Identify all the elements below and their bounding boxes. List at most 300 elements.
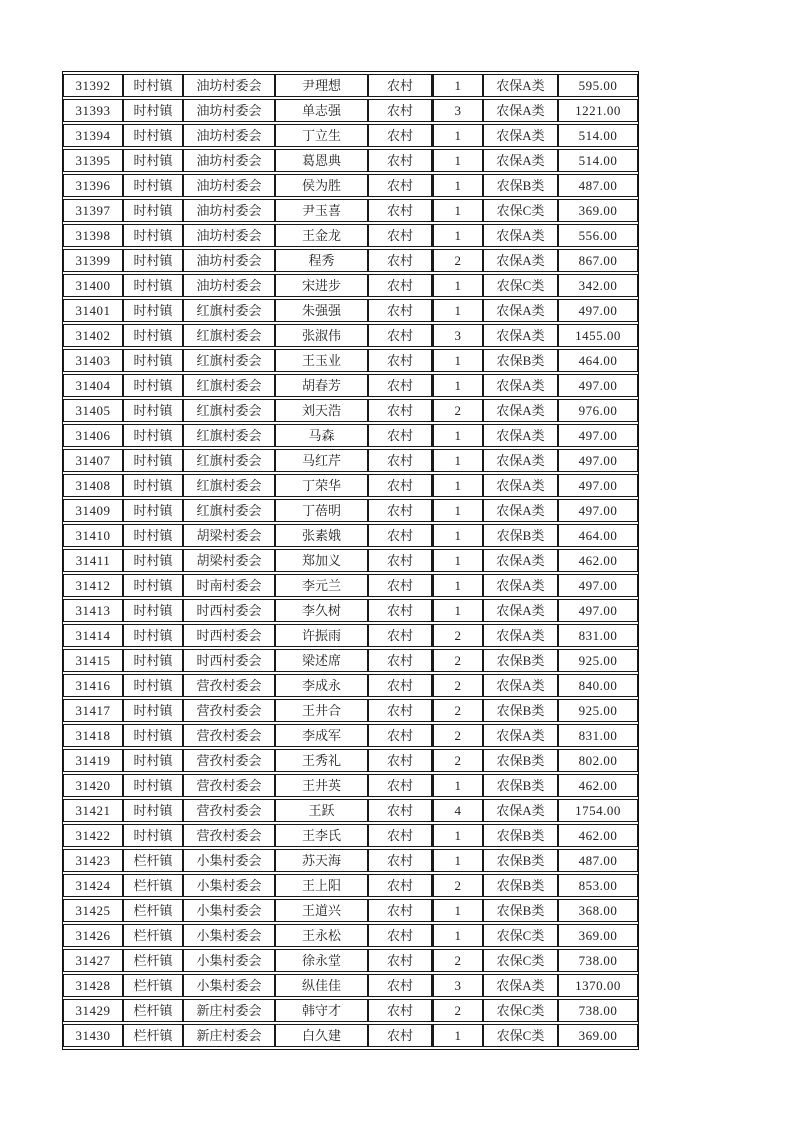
table-cell-count: 1 xyxy=(433,924,483,947)
table-cell-category: 农村 xyxy=(368,1024,433,1047)
table-cell-name: 王秀礼 xyxy=(275,749,368,772)
table-cell-insurance_type: 农保A类 xyxy=(483,149,558,172)
table-cell-amount: 867.00 xyxy=(558,249,638,272)
table-cell-amount: 976.00 xyxy=(558,399,638,422)
table-cell-town: 栏杆镇 xyxy=(123,899,183,922)
table-cell-category: 农村 xyxy=(368,124,433,147)
table-cell-insurance_type: 农保A类 xyxy=(483,499,558,522)
table-cell-town: 时村镇 xyxy=(123,124,183,147)
table-cell-category: 农村 xyxy=(368,649,433,672)
table-cell-insurance_type: 农保B类 xyxy=(483,699,558,722)
table-cell-category: 农村 xyxy=(368,849,433,872)
table-cell-name: 李成永 xyxy=(275,674,368,697)
table-row xyxy=(63,849,638,872)
table-cell-insurance_type: 农保B类 xyxy=(483,649,558,672)
table-cell-name: 李久树 xyxy=(275,599,368,622)
table-cell-count: 1 xyxy=(433,124,483,147)
table-cell-category: 农村 xyxy=(368,999,433,1022)
table-row xyxy=(63,874,638,897)
table-cell-category: 农村 xyxy=(368,799,433,822)
table-cell-village: 红旗村委会 xyxy=(183,474,275,497)
table-row xyxy=(63,924,638,947)
table-row xyxy=(63,224,638,247)
table-cell-category: 农村 xyxy=(368,174,433,197)
table-cell-insurance_type: 农保B类 xyxy=(483,774,558,797)
table-cell-village: 油坊村委会 xyxy=(183,199,275,222)
table-cell-amount: 462.00 xyxy=(558,549,638,572)
table-cell-amount: 1221.00 xyxy=(558,99,638,122)
table-cell-village: 小集村委会 xyxy=(183,924,275,947)
table-row xyxy=(63,724,638,747)
table-cell-amount: 595.00 xyxy=(558,74,638,97)
table-cell-category: 农村 xyxy=(368,549,433,572)
table-cell-town: 时村镇 xyxy=(123,299,183,322)
table-cell-count: 2 xyxy=(433,749,483,772)
table-cell-insurance_type: 农保A类 xyxy=(483,974,558,997)
table-cell-serial: 31424 xyxy=(63,874,123,897)
table-cell-amount: 802.00 xyxy=(558,749,638,772)
table-row xyxy=(63,174,638,197)
table-cell-category: 农村 xyxy=(368,199,433,222)
table-cell-insurance_type: 农保A类 xyxy=(483,724,558,747)
table-cell-village: 油坊村委会 xyxy=(183,99,275,122)
table-cell-category: 农村 xyxy=(368,899,433,922)
table-cell-category: 农村 xyxy=(368,399,433,422)
table-cell-town: 时村镇 xyxy=(123,99,183,122)
table-cell-serial: 31426 xyxy=(63,924,123,947)
table-cell-village: 小集村委会 xyxy=(183,899,275,922)
table-cell-town: 时村镇 xyxy=(123,699,183,722)
table-cell-village: 红旗村委会 xyxy=(183,324,275,347)
table-cell-town: 时村镇 xyxy=(123,174,183,197)
table-cell-count: 1 xyxy=(433,474,483,497)
table-cell-town: 时村镇 xyxy=(123,499,183,522)
table-cell-category: 农村 xyxy=(368,624,433,647)
table-cell-amount: 925.00 xyxy=(558,649,638,672)
table-cell-amount: 464.00 xyxy=(558,349,638,372)
table-cell-town: 栏杆镇 xyxy=(123,1024,183,1047)
table-row xyxy=(63,274,638,297)
table-cell-name: 丁荣华 xyxy=(275,474,368,497)
table-cell-town: 栏杆镇 xyxy=(123,924,183,947)
table-row xyxy=(63,524,638,547)
table-cell-insurance_type: 农保A类 xyxy=(483,674,558,697)
table-cell-name: 王道兴 xyxy=(275,899,368,922)
table-cell-category: 农村 xyxy=(368,349,433,372)
table-cell-village: 小集村委会 xyxy=(183,974,275,997)
table-cell-village: 时西村委会 xyxy=(183,599,275,622)
table-cell-serial: 31402 xyxy=(63,324,123,347)
table-cell-category: 农村 xyxy=(368,974,433,997)
table-cell-amount: 738.00 xyxy=(558,949,638,972)
table-cell-amount: 487.00 xyxy=(558,849,638,872)
table-cell-amount: 738.00 xyxy=(558,999,638,1022)
table-cell-village: 红旗村委会 xyxy=(183,299,275,322)
table-row xyxy=(63,349,638,372)
table-cell-amount: 840.00 xyxy=(558,674,638,697)
table-cell-insurance_type: 农保B类 xyxy=(483,349,558,372)
table-cell-serial: 31414 xyxy=(63,624,123,647)
table-cell-name: 徐永堂 xyxy=(275,949,368,972)
table-cell-amount: 831.00 xyxy=(558,624,638,647)
table-cell-name: 王跃 xyxy=(275,799,368,822)
table-cell-serial: 31406 xyxy=(63,424,123,447)
table-cell-name: 尹玉喜 xyxy=(275,199,368,222)
table-cell-name: 李元兰 xyxy=(275,574,368,597)
table-cell-insurance_type: 农保B类 xyxy=(483,174,558,197)
table-cell-insurance_type: 农保A类 xyxy=(483,224,558,247)
table-cell-serial: 31397 xyxy=(63,199,123,222)
table-cell-town: 时村镇 xyxy=(123,224,183,247)
table-cell-amount: 462.00 xyxy=(558,824,638,847)
payment-table-body xyxy=(63,74,638,1047)
table-row xyxy=(63,599,638,622)
table-cell-town: 时村镇 xyxy=(123,749,183,772)
table-cell-serial: 31409 xyxy=(63,499,123,522)
table-cell-count: 1 xyxy=(433,899,483,922)
table-cell-amount: 497.00 xyxy=(558,474,638,497)
table-cell-town: 时村镇 xyxy=(123,574,183,597)
table-cell-amount: 369.00 xyxy=(558,199,638,222)
payment-table-grid xyxy=(62,71,639,1050)
table-cell-serial: 31400 xyxy=(63,274,123,297)
table-cell-amount: 1455.00 xyxy=(558,324,638,347)
table-cell-insurance_type: 农保C类 xyxy=(483,999,558,1022)
table-cell-serial: 31417 xyxy=(63,699,123,722)
table-cell-village: 营孜村委会 xyxy=(183,799,275,822)
table-cell-category: 农村 xyxy=(368,599,433,622)
table-cell-town: 时村镇 xyxy=(123,274,183,297)
table-cell-name: 许振雨 xyxy=(275,624,368,647)
table-cell-village: 新庄村委会 xyxy=(183,999,275,1022)
table-row xyxy=(63,549,638,572)
table-row xyxy=(63,899,638,922)
table-cell-serial: 31401 xyxy=(63,299,123,322)
table-cell-name: 程秀 xyxy=(275,249,368,272)
table-cell-category: 农村 xyxy=(368,274,433,297)
table-cell-town: 时村镇 xyxy=(123,249,183,272)
table-cell-town: 时村镇 xyxy=(123,549,183,572)
table-cell-count: 1 xyxy=(433,499,483,522)
table-row xyxy=(63,474,638,497)
table-cell-category: 农村 xyxy=(368,774,433,797)
table-cell-category: 农村 xyxy=(368,724,433,747)
table-cell-name: 白久建 xyxy=(275,1024,368,1047)
table-row xyxy=(63,124,638,147)
table-cell-insurance_type: 农保A类 xyxy=(483,99,558,122)
table-cell-village: 新庄村委会 xyxy=(183,1024,275,1047)
table-cell-village: 油坊村委会 xyxy=(183,224,275,247)
table-cell-amount: 369.00 xyxy=(558,924,638,947)
table-cell-town: 时村镇 xyxy=(123,149,183,172)
table-cell-town: 时村镇 xyxy=(123,399,183,422)
table-cell-amount: 462.00 xyxy=(558,774,638,797)
table-row xyxy=(63,149,638,172)
table-cell-insurance_type: 农保B类 xyxy=(483,824,558,847)
table-cell-category: 农村 xyxy=(368,824,433,847)
table-cell-count: 1 xyxy=(433,199,483,222)
table-cell-serial: 31407 xyxy=(63,449,123,472)
table-cell-town: 时村镇 xyxy=(123,374,183,397)
table-cell-name: 王井合 xyxy=(275,699,368,722)
table-cell-amount: 497.00 xyxy=(558,574,638,597)
table-cell-name: 王金龙 xyxy=(275,224,368,247)
table-cell-category: 农村 xyxy=(368,424,433,447)
table-cell-village: 油坊村委会 xyxy=(183,74,275,97)
table-cell-serial: 31405 xyxy=(63,399,123,422)
table-cell-category: 农村 xyxy=(368,224,433,247)
table-cell-town: 时村镇 xyxy=(123,674,183,697)
table-cell-serial: 31420 xyxy=(63,774,123,797)
table-cell-count: 1 xyxy=(433,449,483,472)
table-cell-village: 红旗村委会 xyxy=(183,499,275,522)
table-cell-count: 2 xyxy=(433,399,483,422)
table-row xyxy=(63,499,638,522)
table-cell-category: 农村 xyxy=(368,674,433,697)
table-cell-amount: 1370.00 xyxy=(558,974,638,997)
table-cell-insurance_type: 农保A类 xyxy=(483,249,558,272)
table-cell-insurance_type: 农保A类 xyxy=(483,549,558,572)
table-row xyxy=(63,799,638,822)
table-cell-serial: 31430 xyxy=(63,1024,123,1047)
table-cell-count: 1 xyxy=(433,424,483,447)
table-cell-town: 时村镇 xyxy=(123,349,183,372)
table-cell-serial: 31399 xyxy=(63,249,123,272)
table-cell-insurance_type: 农保A类 xyxy=(483,299,558,322)
table-cell-name: 韩守才 xyxy=(275,999,368,1022)
table-cell-amount: 497.00 xyxy=(558,299,638,322)
table-cell-name: 张淑伟 xyxy=(275,324,368,347)
table-cell-name: 纵佳佳 xyxy=(275,974,368,997)
table-cell-name: 马森 xyxy=(275,424,368,447)
table-cell-serial: 31404 xyxy=(63,374,123,397)
table-cell-serial: 31413 xyxy=(63,599,123,622)
table-cell-insurance_type: 农保C类 xyxy=(483,924,558,947)
table-row xyxy=(63,974,638,997)
table-cell-serial: 31416 xyxy=(63,674,123,697)
table-cell-name: 胡春芳 xyxy=(275,374,368,397)
table-cell-name: 王玉业 xyxy=(275,349,368,372)
table-cell-insurance_type: 农保A类 xyxy=(483,74,558,97)
payment-table xyxy=(62,71,639,1050)
table-cell-town: 时村镇 xyxy=(123,449,183,472)
table-cell-town: 栏杆镇 xyxy=(123,974,183,997)
table-row xyxy=(63,674,638,697)
table-cell-town: 时村镇 xyxy=(123,624,183,647)
table-cell-name: 宋进步 xyxy=(275,274,368,297)
table-cell-count: 1 xyxy=(433,349,483,372)
table-cell-insurance_type: 农保C类 xyxy=(483,1024,558,1047)
table-cell-count: 2 xyxy=(433,999,483,1022)
table-cell-count: 2 xyxy=(433,874,483,897)
table-cell-serial: 31418 xyxy=(63,724,123,747)
table-cell-amount: 925.00 xyxy=(558,699,638,722)
table-row xyxy=(63,99,638,122)
table-row xyxy=(63,449,638,472)
table-cell-amount: 853.00 xyxy=(558,874,638,897)
table-cell-amount: 831.00 xyxy=(558,724,638,747)
table-cell-village: 营孜村委会 xyxy=(183,724,275,747)
table-cell-town: 时村镇 xyxy=(123,424,183,447)
table-cell-name: 王井英 xyxy=(275,774,368,797)
table-cell-category: 农村 xyxy=(368,574,433,597)
table-cell-serial: 31412 xyxy=(63,574,123,597)
table-cell-count: 1 xyxy=(433,224,483,247)
table-cell-amount: 369.00 xyxy=(558,1024,638,1047)
table-cell-town: 时村镇 xyxy=(123,724,183,747)
table-cell-amount: 1754.00 xyxy=(558,799,638,822)
table-cell-count: 2 xyxy=(433,674,483,697)
table-cell-village: 胡梁村委会 xyxy=(183,549,275,572)
table-row xyxy=(63,74,638,97)
table-cell-count: 1 xyxy=(433,174,483,197)
table-cell-category: 农村 xyxy=(368,524,433,547)
table-cell-count: 1 xyxy=(433,849,483,872)
table-cell-insurance_type: 农保C类 xyxy=(483,949,558,972)
table-cell-insurance_type: 农保C类 xyxy=(483,199,558,222)
table-cell-count: 1 xyxy=(433,274,483,297)
table-cell-town: 时村镇 xyxy=(123,324,183,347)
table-cell-serial: 31427 xyxy=(63,949,123,972)
table-cell-town: 时村镇 xyxy=(123,199,183,222)
table-cell-village: 胡梁村委会 xyxy=(183,524,275,547)
table-cell-town: 时村镇 xyxy=(123,774,183,797)
table-cell-amount: 497.00 xyxy=(558,424,638,447)
table-cell-insurance_type: 农保A类 xyxy=(483,424,558,447)
table-cell-village: 营孜村委会 xyxy=(183,749,275,772)
table-cell-village: 时西村委会 xyxy=(183,649,275,672)
table-cell-town: 时村镇 xyxy=(123,474,183,497)
table-cell-amount: 514.00 xyxy=(558,149,638,172)
table-cell-serial: 31398 xyxy=(63,224,123,247)
table-cell-village: 红旗村委会 xyxy=(183,424,275,447)
table-cell-category: 农村 xyxy=(368,299,433,322)
table-row xyxy=(63,824,638,847)
table-cell-amount: 514.00 xyxy=(558,124,638,147)
table-cell-village: 油坊村委会 xyxy=(183,149,275,172)
table-cell-category: 农村 xyxy=(368,149,433,172)
table-cell-name: 李成军 xyxy=(275,724,368,747)
table-cell-count: 3 xyxy=(433,99,483,122)
table-cell-name: 侯为胜 xyxy=(275,174,368,197)
table-cell-category: 农村 xyxy=(368,949,433,972)
table-row xyxy=(63,424,638,447)
table-cell-category: 农村 xyxy=(368,499,433,522)
table-cell-name: 梁述席 xyxy=(275,649,368,672)
table-cell-category: 农村 xyxy=(368,99,433,122)
table-cell-serial: 31429 xyxy=(63,999,123,1022)
table-cell-insurance_type: 农保B类 xyxy=(483,849,558,872)
table-row xyxy=(63,699,638,722)
table-cell-name: 丁蓓明 xyxy=(275,499,368,522)
table-cell-name: 单志强 xyxy=(275,99,368,122)
table-cell-insurance_type: 农保B类 xyxy=(483,524,558,547)
table-cell-count: 1 xyxy=(433,149,483,172)
table-row xyxy=(63,999,638,1022)
table-cell-serial: 31419 xyxy=(63,749,123,772)
table-cell-count: 2 xyxy=(433,724,483,747)
table-row xyxy=(63,774,638,797)
table-cell-name: 王李氏 xyxy=(275,824,368,847)
table-cell-village: 时西村委会 xyxy=(183,624,275,647)
table-cell-count: 1 xyxy=(433,374,483,397)
table-cell-category: 农村 xyxy=(368,749,433,772)
table-row xyxy=(63,949,638,972)
table-cell-serial: 31403 xyxy=(63,349,123,372)
table-cell-amount: 556.00 xyxy=(558,224,638,247)
table-cell-insurance_type: 农保A类 xyxy=(483,399,558,422)
table-cell-insurance_type: 农保A类 xyxy=(483,799,558,822)
table-row xyxy=(63,624,638,647)
table-cell-insurance_type: 农保A类 xyxy=(483,374,558,397)
table-cell-amount: 368.00 xyxy=(558,899,638,922)
table-cell-village: 时南村委会 xyxy=(183,574,275,597)
table-cell-serial: 31423 xyxy=(63,849,123,872)
table-cell-insurance_type: 农保A类 xyxy=(483,449,558,472)
table-cell-insurance_type: 农保A类 xyxy=(483,474,558,497)
table-cell-insurance_type: 农保A类 xyxy=(483,599,558,622)
table-cell-insurance_type: 农保B类 xyxy=(483,899,558,922)
table-cell-count: 2 xyxy=(433,949,483,972)
table-cell-town: 时村镇 xyxy=(123,524,183,547)
table-cell-amount: 342.00 xyxy=(558,274,638,297)
table-cell-town: 时村镇 xyxy=(123,599,183,622)
table-cell-serial: 31393 xyxy=(63,99,123,122)
table-row xyxy=(63,1024,638,1047)
table-row xyxy=(63,574,638,597)
table-cell-name: 张素娥 xyxy=(275,524,368,547)
table-cell-count: 3 xyxy=(433,974,483,997)
table-cell-village: 油坊村委会 xyxy=(183,174,275,197)
table-cell-count: 1 xyxy=(433,574,483,597)
table-cell-serial: 31411 xyxy=(63,549,123,572)
table-cell-insurance_type: 农保A类 xyxy=(483,324,558,347)
table-cell-serial: 31410 xyxy=(63,524,123,547)
table-cell-name: 王永松 xyxy=(275,924,368,947)
table-row xyxy=(63,749,638,772)
table-row xyxy=(63,249,638,272)
table-cell-count: 2 xyxy=(433,699,483,722)
table-cell-amount: 497.00 xyxy=(558,374,638,397)
table-cell-amount: 464.00 xyxy=(558,524,638,547)
table-row xyxy=(63,649,638,672)
table-cell-insurance_type: 农保B类 xyxy=(483,874,558,897)
table-cell-amount: 487.00 xyxy=(558,174,638,197)
table-cell-count: 1 xyxy=(433,774,483,797)
table-cell-serial: 31394 xyxy=(63,124,123,147)
table-cell-town: 时村镇 xyxy=(123,824,183,847)
table-cell-insurance_type: 农保A类 xyxy=(483,624,558,647)
table-cell-serial: 31408 xyxy=(63,474,123,497)
table-cell-category: 农村 xyxy=(368,874,433,897)
table-row xyxy=(63,299,638,322)
table-cell-serial: 31425 xyxy=(63,899,123,922)
table-cell-serial: 31395 xyxy=(63,149,123,172)
table-cell-serial: 31415 xyxy=(63,649,123,672)
table-cell-category: 农村 xyxy=(368,374,433,397)
table-cell-village: 油坊村委会 xyxy=(183,124,275,147)
table-cell-village: 红旗村委会 xyxy=(183,349,275,372)
table-cell-serial: 31428 xyxy=(63,974,123,997)
table-cell-name: 王上阳 xyxy=(275,874,368,897)
table-cell-village: 营孜村委会 xyxy=(183,824,275,847)
table-cell-serial: 31396 xyxy=(63,174,123,197)
table-cell-amount: 497.00 xyxy=(558,449,638,472)
table-cell-name: 丁立生 xyxy=(275,124,368,147)
table-cell-name: 朱强强 xyxy=(275,299,368,322)
table-cell-town: 栏杆镇 xyxy=(123,949,183,972)
table-cell-count: 1 xyxy=(433,299,483,322)
